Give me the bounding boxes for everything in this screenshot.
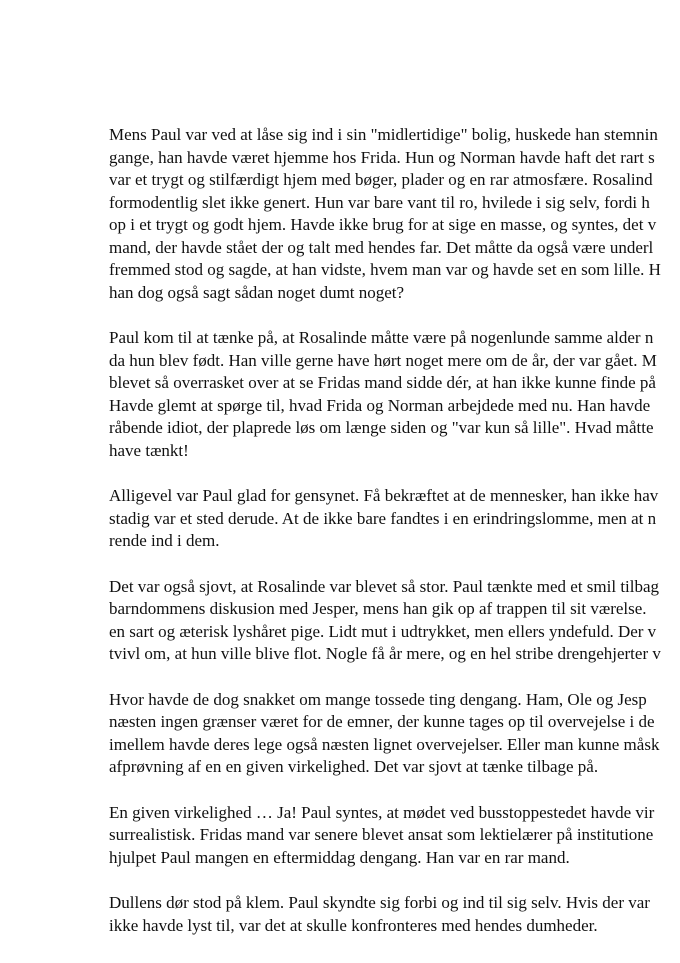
paragraph: [109, 485, 680, 553]
text-line: op i et trygt og godt hjem. Havde ikke brug for at sige en masse, og syntes, det v: [109, 215, 657, 234]
text-line: Paul kom til at tænke på, at Rosalinde måtte være på nogenlunde samme alder n: [109, 328, 654, 347]
text-line: tvivl om, at hun ville blive flot. Nogle få år mere, og en hel stribe drengehjerter v: [109, 644, 661, 663]
paragraph: [109, 689, 680, 779]
text-line: ikke havde lyst til, var det at skulle konfronteres med hendes dumheder.: [109, 915, 598, 935]
text-line: næsten ingen grænser været for de emner, der kunne tages op til overvejelse i de: [109, 712, 655, 731]
text-line: afprøvning af en en given virkelighed. Det var sjovt at tænke tilbage på.: [109, 757, 599, 776]
text-line: Mens Paul var ved at låse sig ind i sin "midlertidige" bolig, huskede han stemnin: [109, 125, 658, 144]
text-line: rende ind i dem.: [109, 531, 220, 550]
text-line: han dog også sagt sådan noget dumt noget?: [109, 282, 405, 302]
text-line: En given virkelighed … Ja! Paul syntes, at mødet ved busstoppestedet havde vir: [109, 802, 655, 822]
text-line: Dullens dør stod på klem. Paul skyndte sig forbi og ind til sig selv. Hvis der var: [109, 893, 650, 912]
text-line: stadig var et sted derude. At de ikke bare fandtes i en erindringslomme, men at n: [109, 508, 657, 528]
paragraph: [109, 892, 680, 937]
text-line: Alligevel var Paul glad for gensynet. Få bekræftet at de mennesker, han ikke hav: [109, 486, 659, 505]
text-line: surrealistisk. Fridas mand var senere blevet ansat som lektielærer på institutione: [109, 825, 654, 844]
text-line: Det var også sjovt, at Rosalinde var blevet så stor. Paul tænkte med et smil tilbag: [109, 576, 660, 596]
text-line: Havde glemt at spørge til, hvad Frida og Norman arbejdede med nu. Han havde: [109, 395, 651, 415]
paragraph: [109, 124, 680, 304]
paragraph: [109, 802, 680, 870]
text-line: fremmed stod og sagde, at han vidste, hvem man var og havde set en som lille. H: [109, 260, 661, 279]
text-line: blevet så overrasket over at se Fridas mand sidde dér, at han ikke kunne finde på: [109, 373, 656, 392]
document-page: [109, 124, 680, 963]
text-line: gange, han havde været hjemme hos Frida. Hun og Norman havde haft det rart s: [109, 147, 655, 167]
paragraph: [109, 327, 680, 462]
text-line: en sart og æterisk lyshåret pige. Lidt mut i udtrykket, men ellers yndefuld. Der v: [109, 621, 657, 641]
text-line: mand, der havde stået der og talt med hendes far. Det måtte da også være underl: [109, 237, 654, 257]
text-line: formodentlig slet ikke genert. Hun var bare vant til ro, hvilede i sig selv, fordi h: [109, 192, 650, 212]
text-line: barndommens diskusion med Jesper, mens han gik op af trappen til sit værelse.: [109, 599, 647, 618]
paragraph: [109, 576, 680, 666]
text-line: Hvor havde de dog snakket om mange tossede ting dengang. Ham, Ole og Jesp: [109, 689, 647, 709]
text-line: da hun blev født. Han ville gerne have hørt noget mere om de år, der var gået. M: [109, 350, 657, 370]
text-line: råbende idiot, der plaprede løs om længe siden og "var kun så lille". Hvad måtte: [109, 418, 654, 437]
text-line: have tænkt!: [109, 440, 189, 460]
text-line: var et trygt og stilfærdigt hjem med bøger, plader og en rar atmosfære. Rosalind: [109, 170, 653, 189]
text-line: imellem havde deres lege også næsten lignet overvejelser. Eller man kunne måsk: [109, 734, 660, 754]
text-line: hjulpet Paul mangen en eftermiddag dengang. Han var en rar mand.: [109, 847, 570, 867]
